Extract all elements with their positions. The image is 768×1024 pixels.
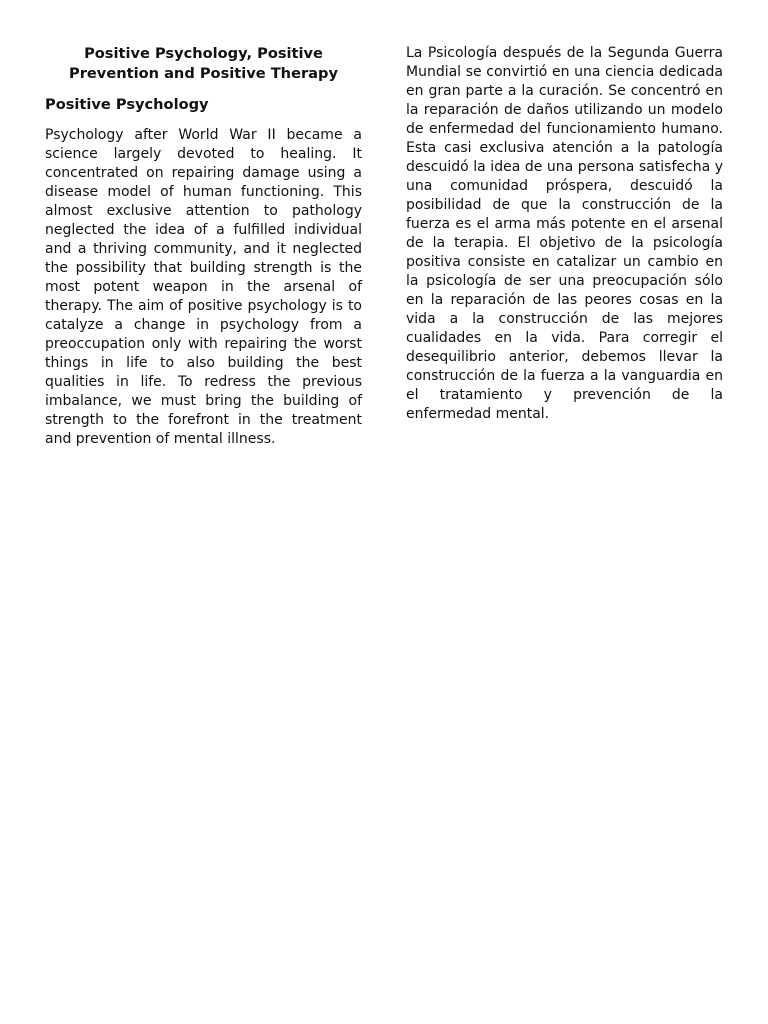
english-column (45, 44, 362, 449)
section-heading: Positive Psychology (45, 96, 209, 113)
english-paragraph: Psychology after World War II became a science largely devoted to healing. It concentrated on repairing damage using a disease model of human functioning. This almost exclusive attention to pathology neglected the idea of a fulfilled individual and a thriving community, and it neglected the possibility that building strength is the most potent weapon in the arsenal of therapy. The aim of positive psychology is to catalyze a change in psychology from a preoccupation only with repairing the worst things in life to also building the best qualities in life. To redress the previous imbalance, we must bring the building of strength to the forefront in the treatment and prevention of mental illness. (45, 127, 362, 447)
spanish-column (406, 44, 723, 424)
document-title: Positive Psychology, Positive Prevention and Positive Therapy (69, 45, 338, 82)
spanish-paragraph: La Psicología después de la Segunda Guerra Mundial se convirtió en una ciencia dedicada en gran parte a la curación. Se concentró en la reparación de daños utilizando un modelo de enfermedad del funcionamiento humano. Esta casi exclusiva atención a la patología descuidó la idea de una persona satisfecha y una comunidad próspera, descuidó la posibilidad de que la construcción de la fuerza es el arma más potente en el arsenal de la terapia. El objetivo de la psicología positiva consiste en catalizar un cambio en la psicología de ser una preocupación sólo en la reparación de las peores cosas en la vida a la construcción de las mejores cualidades en la vida. Para corregir el desequilibrio anterior, debemos llevar la construcción de la fuerza a la vanguardia en el tratamiento y prevención de la enfermedad mental. (406, 45, 723, 422)
